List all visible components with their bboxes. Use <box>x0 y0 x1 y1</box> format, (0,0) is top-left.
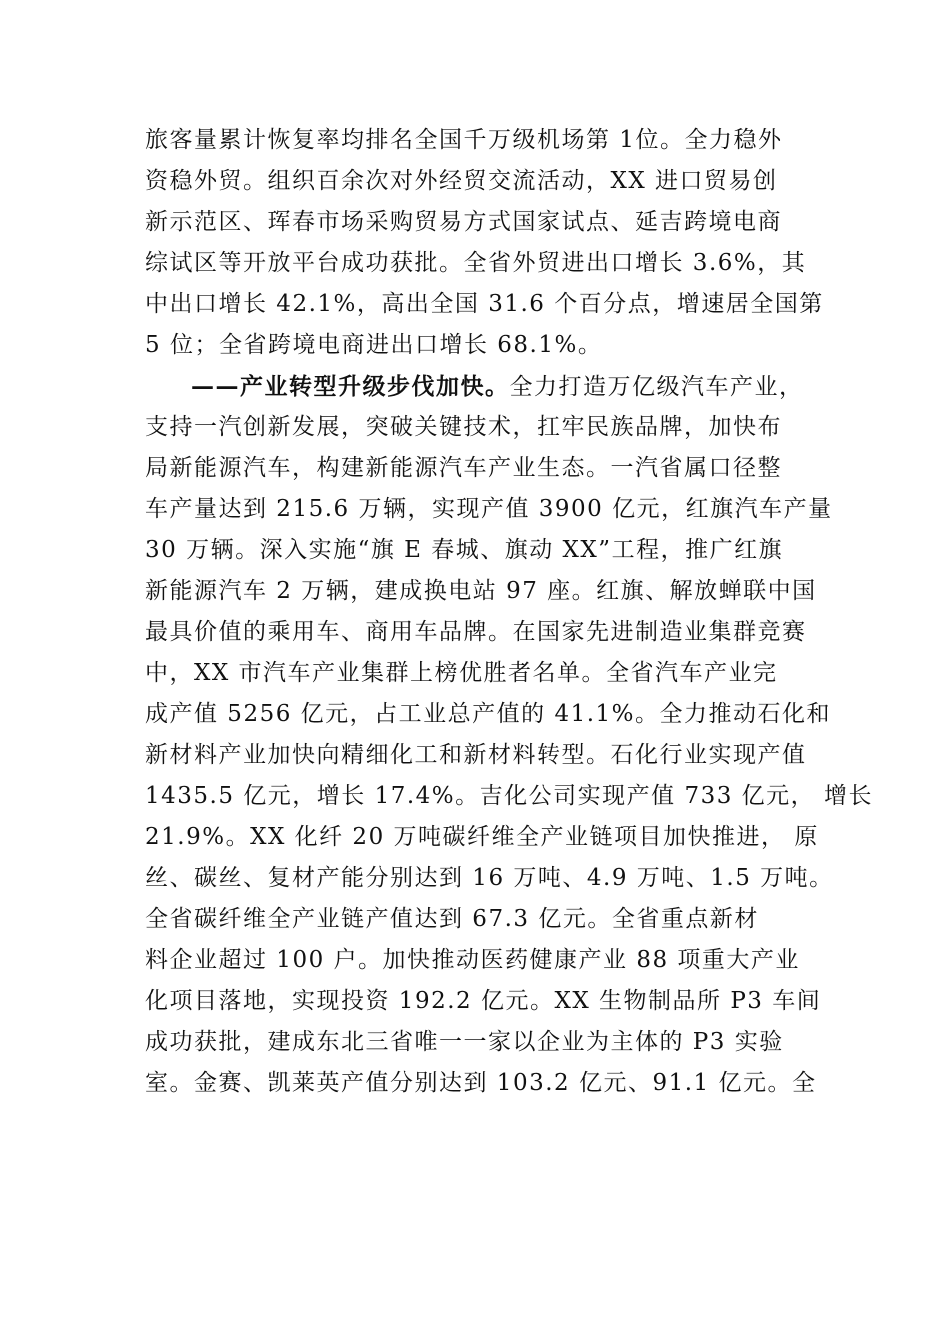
text-line: 化项目落地，实现投资 192.2 亿元。XX 生物制品所 P3 车间 <box>145 988 822 1014</box>
text-line: 1435.5 亿元，增长 17.4%。吉化公司实现产值 733 亿元， 增长 <box>145 783 873 809</box>
text-line: 资稳外贸。组织百余次对外经贸交流活动，XX 进口贸易创 <box>145 168 778 194</box>
text-line: 旅客量累计恢复率均排名全国千万级机场第 1位。全力稳外 <box>145 127 783 153</box>
text-line: 全省碳纤维全产业链产值达到 67.3 亿元。全省重点新材 <box>145 906 759 932</box>
text-line <box>145 366 825 407</box>
text-line: 30 万辆。深入实施“旗 E 春城、旗动 XX”工程，推广红旗 <box>145 537 784 563</box>
text-line: 中出口增长 42.1%，高出全国 31.6 个百分点，增速居全国第 <box>145 291 824 317</box>
text-line: 室。金赛、凯莱英产值分别达到 103.2 亿元、91.1 亿元。全 <box>145 1070 817 1096</box>
text-line: 车产量达到 215.6 万辆，实现产值 3900 亿元，红旗汽车产量 <box>145 496 833 522</box>
section-heading: ——产业转型升级步伐加快。 <box>191 373 510 400</box>
text-line: 丝、碳丝、复材产能分别达到 16 万吨、4.9 万吨、1.5 万吨。 <box>145 865 834 891</box>
text-line: 新示范区、珲春市场采购贸易方式国家试点、延吉跨境电商 <box>145 209 782 235</box>
text-line: 局新能源汽车，构建新能源汽车产业生态。一汽省属口径整 <box>145 455 782 481</box>
text-line: 成产值 5256 亿元，占工业总产值的 41.1%。全力推动石化和 <box>145 701 832 727</box>
text-line: 21.9%。XX 化纤 20 万吨碳纤维全产业链项目加快推进， 原 <box>145 824 819 850</box>
text-line: 最具价值的乘用车、商用车品牌。在国家先进制造业集群竞赛 <box>145 619 807 645</box>
paragraph-trade <box>145 120 825 366</box>
text-line: 新材料产业加快向精细化工和新材料转型。石化行业实现产值 <box>145 742 807 768</box>
text-line: 料企业超过 100 户。加快推动医药健康产业 88 项重大产业 <box>145 947 800 973</box>
text-line: 成功获批，建成东北三省唯一一家以企业为主体的 P3 实验 <box>145 1029 784 1055</box>
text-line: 新能源汽车 2 万辆，建成换电站 97 座。红旗、解放蝉联中国 <box>145 578 817 604</box>
text-line: 5 位；全省跨境电商进出口增长 68.1%。 <box>145 332 603 358</box>
text-line: 综试区等开放平台成功获批。全省外贸进出口增长 3.6%，其 <box>145 250 807 276</box>
text-run: 全力打造万亿级汽车产业， <box>509 374 804 400</box>
document-body <box>145 120 873 1104</box>
text-line: 支持一汽创新发展，突破关键技术，扛牢民族品牌，加快布 <box>145 414 782 440</box>
text-line: 中，XX 市汽车产业集群上榜优胜者名单。全省汽车产业完 <box>145 660 778 686</box>
paragraph-industry <box>145 366 873 1104</box>
